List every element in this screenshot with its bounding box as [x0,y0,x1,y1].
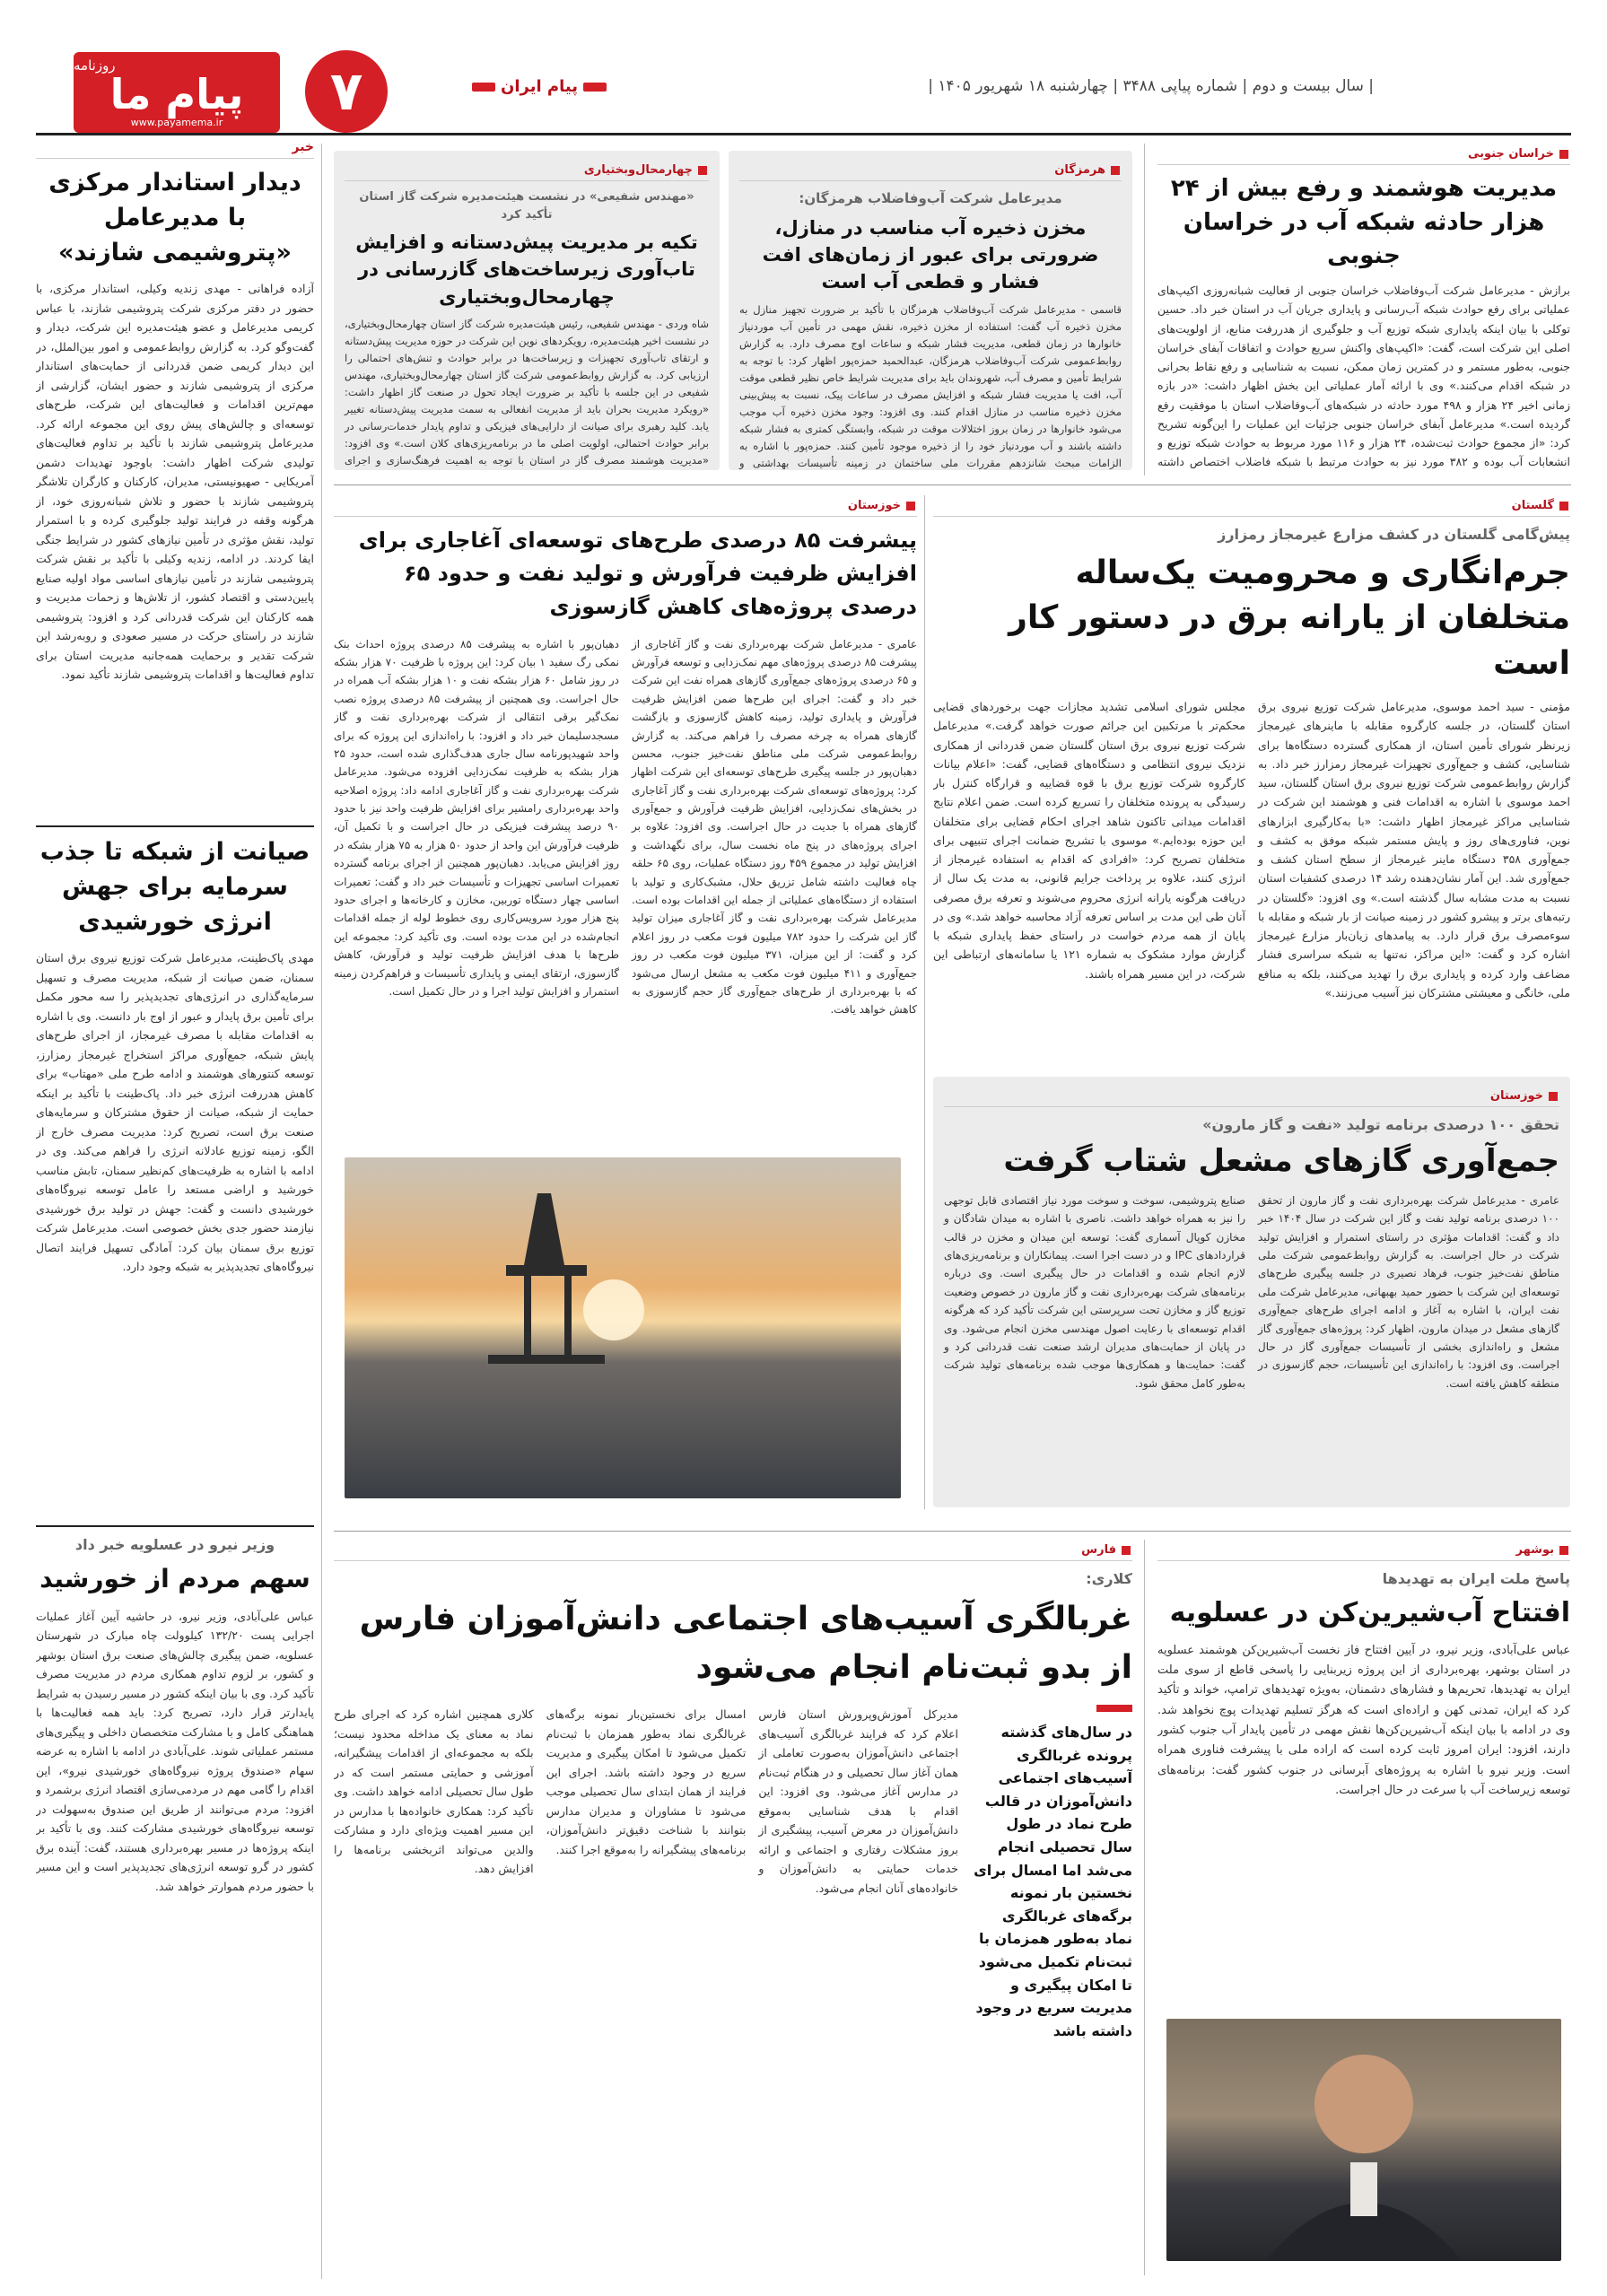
sidebar-story-solar [36,1534,314,2275]
article-body-col1: عامری - مدیرعامل شرکت بهره‌برداری نفت و گاز آغاجاری از پیشرفت ۸۵ درصدی پروژه‌های مهم نمک‌زدایی و توسعه فرآورش و ۶۵ درصدی پروژه‌های جمع‌آوری گازهای همراه نفت این شرکت خبر داد و گفت: اجرای این طرح‌ها ضمن افزایش ظرفیت فرآورش و پایداری تولید، زمینه کاهش گازسوزی و بازگشت گازهای همراه به چرخه مصرف را فراهم می‌کند. به گزارش روابط‌عمومی شرکت ملی مناطق نفت‌خیز جنوب، محسن دهبان‌پور در جلسه پیگیری طرح‌های توسعه‌ای این شرکت اظهار کرد: پروژه‌های توسعه‌ای شرکت بهره‌برداری نفت و گاز آغاجاری در بخش‌های نمک‌زدایی، افزایش ظرفیت فرآورش و جمع‌آوری گازهای همراه با جدیت در حال اجراست. وی افزود: علاوه بر اجرای پروژه‌های در پنج ماه نخست سال، برای نگهداشت و افزایش تولید در مجموع ۴۵۹ روز دستگاه عملیات، روی ۶۵ حلقه چاه فعالیت داشته شامل تزریق حلال، مشبک‌کاری و تولید با استفاده از دستگاه‌های عملیاتی از جمله این اقدامات بوده است. مدیرعامل شرکت بهره‌برداری نفت و گاز آغاجاری میزان تولید گاز این شرکت را حدود ۷۸۲ میلیون فوت مکعب در روز اعلام کرد و گفت: از این میزان، ۳۷۱ میلیون فوت مکعب در روز جمع‌آوری و ۴۱۱ میلیون فوت مکعب به مشعل ارسال می‌شود که با بهره‌برداری از طرح‌های جمع‌آوری گاز حجم گازسوزی به کاهش خواهد یافت. [632,637,917,1017]
masthead-rule [36,133,1571,135]
sidebar-rule [36,1525,314,1527]
article-body: عباس علی‌آبادی، وزیر نیرو، در آیین افتتاح فاز نخست آب‌شیرین‌کن هوشمند عسلویه در استان بوشهر، بهره‌برداری از این پروژه زیربنایی را پاسخی قاطع از سوی ملت ایران به تهدیدها، تحریم‌ها و فشارهای دشمنان، به‌ویژه تهدیدهای ترامپ، خواند و تأکید کرد که ایران، تمدنی کهن و اراده‌ای است که هرگز تسلیم تهدیدات پوچ نخواهد شد. وی در ادامه با بیان اینکه آب‌شیرین‌کن‌ها نقش مهمی در تأمین پایدار آب جنوب کشور دارند، افزود: ایران امروز ثابت کرده است که اراده ملی با پیشرفت فناوری همراه است. وزیر نیرو با اشاره به پروژه‌های آبرسانی در جنوب کشور گفت: برنامه‌های توسعه زیرساخت آب با سرعت در حال اجراست. [1157,1643,1570,1798]
article-kicker: تحقق ۱۰۰ درصدی برنامه تولید «نفت و گاز مارون» [1202,1116,1559,1133]
column-divider [1144,1540,1145,2275]
article-kicker: «مهندس شفیعی» در نشست هیئت‌مدیره شرکت گاز استان تأکید کرد [359,190,694,222]
article-body-col1: عامری - مدیرعامل شرکت بهره‌برداری نفت و گاز مارون از تحقق ۱۰۰ درصدی برنامه تولید نفت و گاز این شرکت در سال ۱۴۰۴ خبر داد و گفت: اقدامات مؤثری در راستای استمرار و افزایش تولید شرکت در حال اجراست. به گزارش روابط‌عمومی شرکت ملی مناطق نفت‌خیز جنوب، فرهاد نصیری در جلسه پیگیری طرح‌های توسعه‌ای این شرکت با حضور حمید بهبهانی، مدیرعامل شرکت ملی نفت ایران، با اشاره به آغاز و ادامه اجرای طرح‌های جمع‌آوری گازهای مشعل در میدان مارون، اظهار کرد: پروژه‌های جمع‌آوری گاز مشعل و راه‌اندازی بخشی از تأسیسات جمع‌آوری گاز در حال اجراست. وی افزود: با راه‌اندازی این تأسیسات، حجم گازسوزی در منطقه کاهش یافته است. [1258,1193,1559,1390]
page-number: ۷ [305,50,388,133]
article-columns [933,697,1570,1002]
column-divider [321,144,322,2279]
article-label: هرمزگان [739,160,1122,181]
logo-top-text: روزنامه [74,57,116,74]
logo-url: www.payamema.ir [130,116,223,128]
section-tag [467,77,612,96]
article-title: جرم‌انگاری و محرومیت یک‌ساله متخلفان از یارانه برق در دستور کار است [1009,554,1570,682]
article-title: پیشرفت ۸۵ درصدی طرح‌های توسعه‌ای آغاجاری برای افزایش ظرفیت فرآورش و تولید نفت و حدود ۶۵ درصدی پروژه‌های کاهش گازسوزی [358,528,917,620]
article-columns [944,1192,1559,1392]
article-label: فارس [334,1540,1132,1561]
oil-rig-icon [345,1157,901,1498]
section-tag-text: پیام ایران [501,76,578,96]
minister-photo [1166,2019,1561,2261]
sidebar-story-markazi [36,165,314,811]
article-label: چهارمحال‌وبختیاری [345,160,709,181]
sidebar-body: عباس علی‌آبادی، وزیر نیرو، در حاشیه آیین آغاز عملیات اجرایی پست ۱۳۲/۲۰ کیلوولت چاه مبارک در شهرستان عسلویه، ضمن پیگیری چالش‌های صنعت برق استان بوشهر و کشور، بر لزوم تداوم همکاری مردم در مدیریت مصرف تأکید کرد. وی با بیان اینکه کشور در مسیر رسیدن به شرایط پایدارتر قرار دارد، تصریح کرد: باید همه فعالیت‌ها با هماهنگی کامل و با مشارکت متخصصان داخلی و پیگیری‌های مستمر عملیاتی شوند. علی‌آبادی در ادامه با اشاره به عرضه سهام «صندوق پروژه نیروگاه‌های خورشیدی نیرو»، این اقدام را گامی مهم در مردمی‌سازی اقتصاد انرژی برشمرد و افزود: مردم می‌توانند از طریق این صندوق به‌سهولت در توسعه نیروگاه‌های خورشیدی مشارکت کنند. وی با تأکید بر اینکه پروژه‌ها در مسیر بهره‌برداری هستند، گفت: آینده برق کشور در گرو توسعه انرژی‌های تجدیدپذیر است و این مسیر با حضور مردم هموارتر خواهد شد. [36,1609,314,1893]
red-mark-icon [583,83,607,92]
article-khorasan [1157,144,1570,476]
article-title: غربالگری آسیب‌های اجتماعی دانش‌آموزان فارس از بدو ثبت‌نام انجام می‌شود [359,1601,1132,1686]
article-body: شاه وردی - مهندس شفیعی، رئیس هیئت‌مدیره شرکت گاز استان چهارمحال‌وبختیاری، در نشست اخیر هیئت‌مدیره، رویکردهای نوین این شرکت در حوزه مدیریت پیش‌دستانه و ارتقای تاب‌آوری تجهیزات و زیرساخت‌ها در برابر حوادث و تنش‌های احتمالی را ارزیابی کرد. به گزارش روابط‌عمومی شرکت گاز استان چهارمحال‌وبختیاری، مهندس شفیعی در این جلسه با تأکید بر ضرورت ایجاد تحول در صنعت گاز اظهار داشت: «رویکرد مدیریت بحران باید از مدیریت انفعالی به سمت مدیریت پیش‌دستانه تغییر یابد. کلید رهبری برای صیانت از دارایی‌های فیزیکی و تداوم پایدار خدمات‌رسانی در برابر حوادث احتمالی، اولویت اصلی ما در برنامه‌ریزی‌های کلان است.» وی افزود: «مدیریت هوشمند مصرف گاز در استان با توجه به اهمیت فرهنگ‌سازی و اجرای [345,318,709,467]
sidebar-title: سهم مردم از خورشید [39,1564,310,1593]
masthead-band [467,63,1374,109]
column-divider [924,495,925,1509]
article-title: تکیه بر مدیریت پیش‌دستانه و افزایش تاب‌آوری زیرساخت‌های گازرسانی در چهارمحال‌وبختیاری [355,231,698,308]
article-body-col2: مجلس شورای اسلامی تشدید مجازات جهت برخوردهای قضایی محکم‌تر با مرتکبین این جرائم صورت خواهد گرفت.» مدیرعامل شرکت توزیع نیروی برق استان گلستان ضمن قدردانی از همکاری نزدیک نیروی انتظامی و دستگاه‌های قضایی، گفت: «اعلام بیانات کارگروه شرکت توزیع برق با قوه قضاییه و قرارگاه کنترل بار رسیدگی به پرونده متخلفان را تسریع کرده است. ضمن اعلام نتایج اقدامات میدانی تاکنون شاهد اجرای احکام قضایی برای متخلفان این حوزه بوده‌ایم.» موسوی با تشریح ضمانت اجرای تنبیهی برای متخلفان تصریح کرد: «افرادی که اقدام به استفاده غیرمجاز از انرژی کنند، علاوه بر پرداخت جرایم قانونی، به مدت یک سال از دریافت هرگونه یارانه انرژی محروم می‌شوند و تعرفه برق مصرفی آنان طی این مدت بر اساس تعرفه آزاد محاسبه خواهد شد.» وی در پایان از همه مردم خواست در راستای حفظ پایداری شبکه با گزارش موارد مشکوک به شماره ۱۲۱ یا سامانه‌های ارتباطی این شرکت، در این مسیر همراه باشند. [933,700,1245,981]
sidebar-title: صیانت از شبکه تا جذب سرمایه برای جهش انرژی خورشیدی [39,838,310,937]
article-body-col2: امسال برای نخستین‌بار نمونه برگه‌های غربالگری نماد به‌طور همزمان با ثبت‌نام تکمیل می‌شود تا امکان پیگیری و مدیریت سریع در وجود داشته باشد. اجرای این فرایند از همان ابتدای سال تحصیلی موجب می‌شود تا مشاوران و مدیران مدارس بتوانند با شناخت دقیق‌تر دانش‌آموزان، برنامه‌های پیشگیرانه را به‌موقع اجرا کنند. [546,1707,747,1856]
article-kicker: پاسخ ملت ایران به تهدیدها [1382,1570,1570,1587]
article-title: مخزن ذخیره آب مناسب در منازل، ضرورتی برای عبور از زمان‌های افت فشار و قطعی آب است [762,216,1099,293]
row-rule [334,1531,1571,1532]
article-body-col2: دهبان‌پور با اشاره به پیشرفت ۸۵ درصدی پروژه احداث بنک نمکی رگ سفید ۱ بیان کرد: این پروژه با ظرفیت ۷۰ هزار بشکه در روز شامل ۶۰ هزار بشکه نفت و ۱۰ هزار بشکه آب همراه در حال اجراست. وی همچنین از پیشرفت ۸۵ درصدی پروژه نصب نمک‌گیر برقی انتقالی از شرکت بهره‌برداری نفت و گاز مسجدسلیمان خبر داد و افزود: با راه‌اندازی این پروژه که برای واحد شهیدپورنامه سال جاری هدف‌گذاری شده است، حدود ۲۵ هزار بشکه به ظرفیت نمک‌زدایی افزوده می‌شود. مدیرعامل شرکت بهره‌برداری نفت و گاز آغاجاری ادامه داد: پروژه اصلاحیه واحد بهره‌برداری رامشیر برای افزایش ظرفیت واحد نیز با حدود ۹۰ درصد پیشرفت فیزیکی در حال اجراست و با تکمیل آن، ظرفیت فرآورش این واحد از حدود ۵۰ هزار به ۷۵ هزار بشکه در روز افزایش می‌یابد. دهبان‌پور همچنین از اجرای برنامه گسترده تعمیرات اساسی تجهیزات و تأسیسات خبر داد و گفت: تعمیرات اساسی چهار دستگاه توربین، مخازن و کارخانه‌ها و اجرای حدود پنج هزار مورد سرویس‌کاری روی خطوط لوله از جمله اقدامات انجام‌شده در این مدت بوده است. وی تأکید کرد: مجموعه این طرح‌ها با هدف افزایش ظرفیت تولید و فرآورش، کاهش گازسوزی، ارتقای ایمنی و پایداری تأسیسات و فراهم‌کردن زمینه استمرار و افزایش تولید اجرا و در حال تکمیل است. [334,637,620,998]
article-title: جمع‌آوری گازهای مشعل شتاب گرفت [1003,1143,1559,1179]
sidebar-story-semnan [36,834,314,1516]
pull-quote: در سال‌های گذشته پرونده غربالگری آسیب‌های اجتماعی دانش‌آموزان در قالب طرح نماد در طول سال تحصیلی انجام می‌شد اما امسال برای نخستین بار نمونه برگه‌های غربالگری نماد به‌طور همزمان با ثبت‌نام تکمیل می‌شود تا امکان پیگیری و مدیریت سریع در وجود داشته باشد [971,1705,1132,2042]
article-label: بوشهر [1157,1540,1570,1561]
side-tag [36,140,314,159]
article-body-col3: کلاری همچنین اشاره کرد که اجرای طرح نماد به معنای یک مداخله محدود نیست؛ بلکه به مجموعه‌ای از اقدامات پیشگیرانه، آموزشی و حمایتی مستمر است که در طول سال تحصیلی ادامه خواهد داشت. وی تأکید کرد: همکاری خانواده‌ها با مدارس در این مسیر اهمیت ویژه‌ای دارد و مشارکت والدین می‌تواند اثربخشی برنامه‌ها را افزایش دهد. [334,1707,534,1875]
issue-info: | سال بیست و دوم | شماره پیاپی ۳۴۸۸ | چهارشنبه ۱۸ شهریور ۱۴۰۵ | [928,77,1374,95]
article-title: مدیریت هوشمند و رفع بیش از ۲۴ هزار حادثه شبکه آب در خراسان جنوبی [1170,175,1558,270]
article-kicker: مدیرعامل شرکت آب‌وفاضلاب هرمزگان: [799,190,1062,206]
sidebar-body: مهدی پاک‌طینت، مدیرعامل شرکت توزیع نیروی برق استان سمنان، ضمن صیانت از شبکه، مدیریت مصرف و تسهیل سرمایه‌گذاری در انرژی‌های تجدیدپذیر را سه محور مکمل برای تأمین برق پایدار و عبور از اوج بار دانست. وی با اشاره به اقدامات مقابله با مصرف غیرمجاز، از اجرای طرح‌های پایش شبکه، جمع‌آوری مراکز استخراج غیرمجاز رمزارز، توسعه کنتورهای هوشمند و ادامه طرح ملی «مهتاب» برای کاهش هدررفت انرژی خبر داد. پاک‌طینت با تأکید بر اینکه حمایت از شبکه، صیانت از حقوق مشترکان و سرمایه‌های صنعت برق است، تصریح کرد: مدیریت مصرف خارج از الگو، زمینه توزیع عادلانه انرژی را فراهم می‌کند. وی در ادامه با اشاره به ظرفیت‌های کم‌نظیر سمنان، تابش مناسب خورشید و اراضی مستعد را عامل توسعه نیروگاه‌های خورشیدی دانست و گفت: جهش در تولید برق خورشیدی نیازمند حضور جدی بخش خصوصی است. مدیرعامل شرکت توزیع برق سمنان بیان کرد: آمادگی تسهیل فرایند اتصال نیروگاه‌های تجدیدپذیر به شبکه وجود دارد. [36,951,314,1274]
article-golestan [933,495,1570,1069]
newspaper-logo [74,52,280,133]
article-body-col2: صنایع پتروشیمی، سوخت و سوخت مورد نیاز اقتصادی قابل توجهی را نیز به همراه خواهد داشت. ناصری با اشاره به میدان شادگان و مخازن کوپال آسماری گفت: توسعه این میدان و مخزن در قالب قراردادهای IPC و در دست اجرا است. پیمانکاران و برنامه‌ریزی‌های لازم انجام شده و اقدامات در حال پیگیری است. وی درباره برنامه‌های شرکت بهره‌برداری نفت و گاز مارون در خصوص وضعیت توزیع گاز و مخازن تحت سرپرستی این شرکت تأکید کرد که هرگونه اقدام توسعه‌ای با رعایت اصول مهندسی مخزن انجام می‌شود. وی در پایان از حمایت‌های مدیران ارشد صنعت نفت قدردانی کرد و گفت: حمایت‌ها و همکاری‌ها موجب شده برنامه‌های تولید شرکت به‌طور کامل محقق شود. [944,1193,1245,1390]
sidebar-title: دیدار استاندار مرکزی با مدیرعامل «پتروشیمی شازند» [48,169,301,267]
article-label: خوزستان [944,1086,1559,1107]
article-title: افتتاح آب‌شیرین‌کن در عسلویه [1169,1597,1570,1628]
logo-main-text: پیام ما [109,69,244,118]
article-kicker: کلاری: [1086,1570,1132,1587]
sidebar-body: آزاده فراهانی - مهدی زندیه وکیلی، استاندار مرکزی، با حضور در دفتر مرکزی شرکت پتروشیمی شازند، با عباس کریمی مدیرعامل و عضو هیئت‌مدیره این شرکت، دیدار و گفت‌وگو کرد. به گزارش روابط‌عمومی و امور بین‌الملل، در این دیدار کریمی ضمن قدردانی از حمایت‌های استاندار مرکزی از پتروشیمی شازند و حضور ایشان، گزارشی از مهم‌ترین اقدامات و فعالیت‌های این شرکت، طرح‌های توسعه‌ای و چالش‌های پیش روی این مجموعه ارائه کرد. مدیرعامل پتروشیمی شازند با تأکید بر تداوم فعالیت‌های تولیدی شرکت اظهار داشت: باوجود تهدیدات دشمن آمریکایی - صهیونیستی، مدیران، کارکنان و کارگران تلاشگر پتروشیمی شازند با حضور و تلاش شبانه‌روزی خود، از هرگونه وقفه در فرایند تولید جلوگیری کرده و با استمرار تولید، نقش مؤثری در تأمین نیازهای کشور در شرایط جنگی ایفا کردند. در ادامه، زندیه وکیلی با تأکید بر نقش شرکت پتروشیمی شازند در تأمین نیازهای اساسی مواد اولیه صنایع پایین‌دستی و اقتصاد کشور، از تلاش‌ها و زحمات مدیریت و همه کارکنان این شرکت قدردانی کرد و افزود: پتروشیمی شازند در راستای حرکت در مسیر صعودی و روبه‌رشد این شرکت تقدیر و برحمایت همه‌جانبه مدیریت استان برای تداوم فعالیت‌ها و اقدامات پتروشیمی شازند تأکید نمود. [36,282,314,682]
article-label: گلستان [933,495,1570,517]
red-mark-icon [472,83,495,92]
side-tag-text: خبر [292,140,314,154]
column-divider [1144,144,1145,476]
article-label: خوزستان [334,495,917,517]
sidebar-kicker: وزیر نیرو در عسلویه خبر داد [74,1536,275,1553]
article-body: برازش - مدیرعامل شرکت آب‌وفاضلاب خراسان جنوبی از فعالیت شبانه‌روزی اکیپ‌های عملیاتی برای رفع حوادث شبکه آب‌رسانی و پایداری جریان آب در استان خبر داد. حسین توکلی با بیان اینکه پایداری شبکه توزیع آب و جلوگیری از هدررفت منابع، از اولویت‌های اصلی این شرکت است، گفت: «اکیپ‌های واکنش سریع حوادث و اتفاقات آبفای خراسان جنوبی، به‌طور مستمر و در کمترین زمان ممکن، نسبت به شناسایی و رفع نقاط بحرانی در شبکه اقدام می‌کنند.» وی با ارائه آمار عملیاتی این بخش اظهار داشت: «در بازه زمانی اخیر ۲۴ هزار و ۴۹۸ مورد حادثه در شبکه‌های آب‌وفاضلاب استان با موفقیت رفع گردیده است.» مدیرعامل آبفای خراسان جنوبی جزئیات این عملیات را این‌گونه تشریح کرد: «از مجموع حوادث ثبت‌شده، ۲۴ هزار و ۱۱۶ مورد مربوط به حوادث شبکه توزیع و انشعابات آب بوده و ۳۸۲ مورد نیز به حوادث مرتبط با شبکه فاضلاب اختصاص داشته [1157,284,1570,469]
article-kicker: پیش‌گامی گلستان در کشف مزارع غیرمجاز رمزارز [1218,526,1570,543]
article-chaharmahal [334,151,720,470]
article-columns [334,635,917,1019]
sidebar-rule [36,825,314,827]
article-body: قاسمی - مدیرعامل شرکت آب‌وفاضلاب هرمزگان با تأکید بر ضرورت تجهیز منازل به مخزن ذخیره آب گفت: استفاده از مخزن ذخیره، نقش مهمی در تأمین آب موردنیاز خانوارها در زمان قطعی، مدیریت فشار شبکه و ساعات اوج مصرف دارد. به گزارش روابط‌عمومی شرکت آب‌وفاضلاب هرمزگان، عبدالحمید حمزه‌پور اظهار کرد: با توجه به شرایط تأمین و مصرف آب، شهروندان باید برای مدیریت شرایط خاص نظیر قطعی موقت آب، افت یا مدیریت فشار شبکه و افزایش مصرف در ساعات پیک، نسبت به پیش‌بینی مخزن ذخیره مناسب در منازل اقدام کنند. وی افزود: وجود مخزن ذخیره آب موجب می‌شود خانوارها در زمان بروز اختلالات موقت در شبکه، وابستگی کمتری به فشار شبکه داشته باشند و آب موردنیاز خود را از ذخیره موجود تأمین کنند. حمزه‌پور با اشاره به الزامات مبحث شانزدهم مقررات ملی ساختمان در زمینه تأسیسات بهداشتی و [739,302,1122,469]
article-label: خراسان جنوبی [1157,144,1570,165]
article-body-col1: مؤمنی - سید احمد موسوی، مدیرعامل شرکت توزیع نیروی برق استان گلستان، در جلسه کارگروه مقابله با ماینرهای غیرمجاز زیرنظر شورای تأمین استان، از همکاری گسترده دستگاه‌ها برای شناسایی، کشف و جمع‌آوری تجهیزات غیرمجاز رمزارز خبر داد. به گزارش روابط‌عمومی شرکت توزیع نیروی برق استان گلستان، سید احمد موسوی با اشاره به اقدامات فنی و هوشمند این شرکت در شناسایی مراکز غیرمجاز اظهار داشت: «با به‌کارگیری ابزارهای نوین، فناوری‌های روز و پایش مستمر شبکه موفق به کشف و جمع‌آوری ۳۵۸ دستگاه ماینر غیرمجاز از سطح استان کشف و جمع‌آوری شد. این آمار نشان‌دهنده رشد ۱۴ درصدی کشفیات استان نسبت به مدت مشابه سال گذشته است.» وی افزود: «گلستان در رتبه‌های برتر و پیشرو کشور در زمینه صیانت از بار شبکه و مقابله با سوءمصرف برق قرار دارد. به پیامدهای زیان‌بار مزارع غیرمجاز اشاره کرد و گفت: «این مراکز، نه‌تنها به شبکه سراسری فشار مضاعف وارد کرده و پایداری برق را تهدید می‌کنند، بلکه به منافع ملی، خانگی و معیشتی مشترکان نیز آسیب می‌زنند.» [1258,700,1570,1000]
article-fars [334,1540,1132,2275]
article-columns [334,1705,1132,2042]
article-hormozgan [729,151,1132,470]
article-maroun [933,1077,1570,1507]
person-icon [1166,2019,1561,2261]
article-body-col1: مدیرکل آموزش‌وپرورش استان فارس اعلام کرد که فرایند غربالگری آسیب‌های اجتماعی دانش‌آموزان به‌صورت تعاملی از همان آغاز سال تحصیلی و در هنگام ثبت‌نام در مدارس آغاز می‌شود. وی افزود: این اقدام با هدف شناسایی به‌موقع دانش‌آموزان در معرض آسیب، پیشگیری از بروز مشکلات رفتاری و اجتماعی و ارائه خدمات حمایتی به دانش‌آموزان و خانواده‌های آنان انجام می‌شود. [758,1707,958,1895]
oil-rig-photo [345,1157,901,1498]
